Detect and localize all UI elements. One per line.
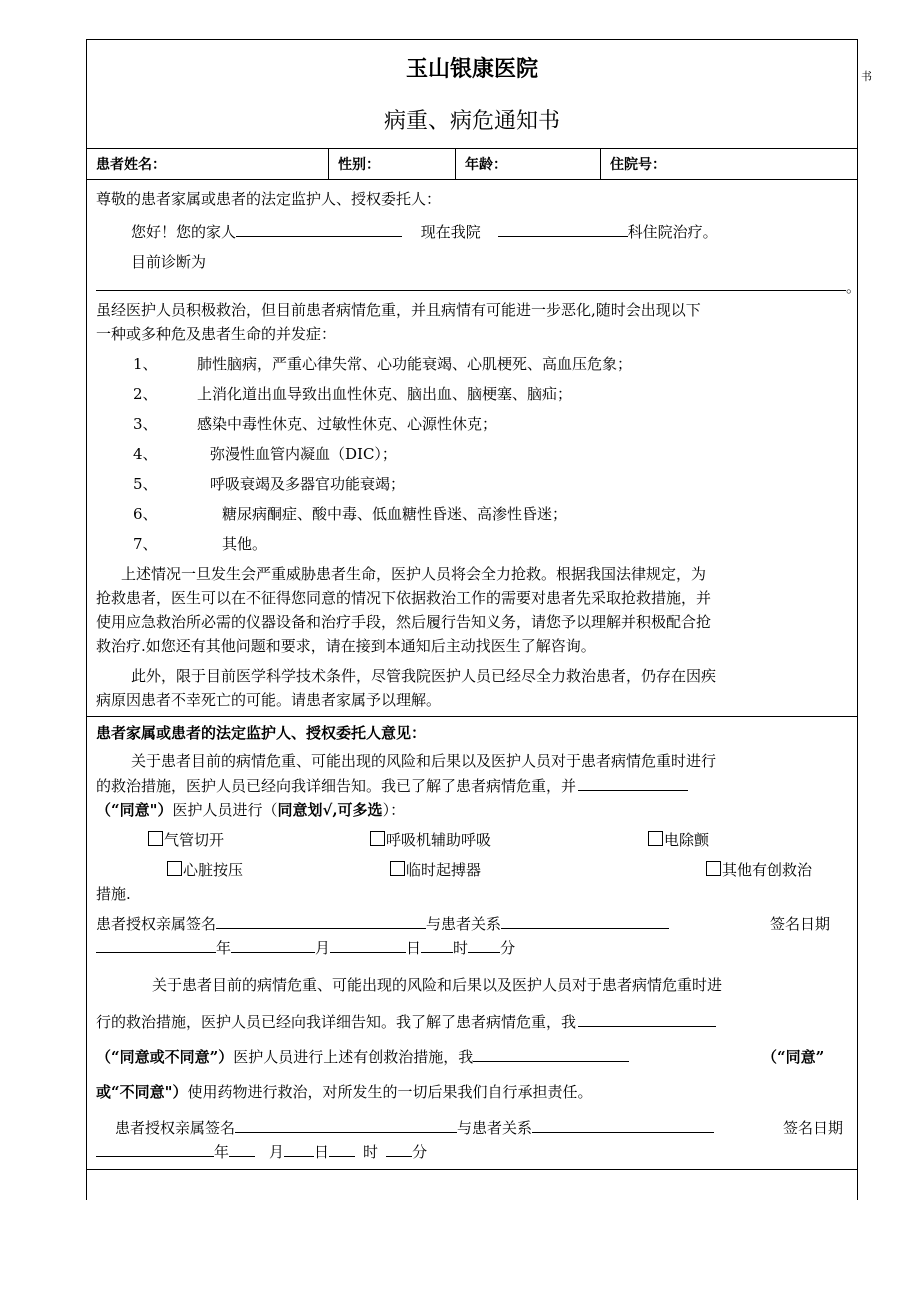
paragraph-line: 病原因患者不幸死亡的可能。请患者家属予以理解。 [96,691,442,709]
option-ventilator[interactable] [370,829,491,850]
divider [328,149,329,180]
checkbox[interactable] [167,861,182,876]
divider [86,148,858,149]
year-field[interactable] [96,938,216,953]
year-label: 年 [214,1143,230,1161]
complication-item: 弥漫性血管内凝血（DIC）； [210,445,397,463]
day-label: 日 [314,1143,330,1161]
opinion-line [96,1011,716,1032]
relation-field[interactable] [532,1118,714,1133]
day-field[interactable] [284,1142,314,1157]
options-tail: 措施. [96,885,131,903]
greeting-text-c: 科住院治疗。 [627,223,718,241]
signature-field[interactable] [235,1118,457,1133]
consent-field[interactable] [578,1012,716,1027]
option-label: 临时起搏器 [406,861,482,879]
date-line [96,937,515,958]
option-defibrillation[interactable] [648,829,709,850]
paragraph-line: 使用应急救治所必需的仪器设备和治疗手段，然后履行告知义务，请您予以理解并积极配合抢 [96,613,712,631]
complication-item: 呼吸衰竭及多器官功能衰竭； [210,475,406,493]
checkbox[interactable] [148,831,163,846]
patient-name-label: 患者姓名： [96,157,166,173]
complication-item: 上消化道出血导致出血性休克、脑出血、脑梗塞、脑疝； [197,385,573,403]
paragraph-line: 上述情况一旦发生会严重威胁患者生命，医护人员将会全力抢救。根据我国法律规定，为 [121,565,707,583]
option-tracheotomy[interactable] [148,829,224,850]
option-cardiac-compression[interactable] [167,859,243,880]
consent-hint: （“同意” [762,1048,825,1066]
paragraph-line: 此外，限于目前医学科学技术条件，尽管我院医护人员已经尽全力救治患者，仍存在因疾 [131,667,717,685]
drug-consent-field[interactable] [473,1047,629,1062]
divider [455,149,456,180]
checkbox[interactable] [390,861,405,876]
item-number: 6、 [133,505,158,523]
consent-hint: 或“不同意"） [96,1083,188,1101]
hour-label: 时 [363,1143,379,1161]
opinion-text: ）： [382,801,406,819]
month-label: 月 [315,939,331,957]
day-field[interactable] [330,938,406,953]
hour-field[interactable] [421,938,453,953]
item-number: 3、 [133,415,158,433]
complication-item: 肺性脑病，严重心律失常、心功能衰竭、心肌梗死、高血压危象； [197,355,633,373]
inpatient-number-label: 住院号： [610,157,666,173]
opinion-line: 关于患者目前的病情危重、可能出现的风险和后果以及医护人员对于患者病情危重时进 [152,976,723,994]
item-number: 1、 [133,355,158,373]
relation-field[interactable] [501,914,669,929]
diagnosis-label: 目前诊断为 [131,253,207,271]
opinion-line [96,775,688,796]
divider [86,1169,858,1170]
intro-line-2: 一种或多种危及患者生命的并发症： [96,325,337,343]
greeting-line [131,221,718,242]
signature-label: 患者授权亲属签名 [96,915,217,933]
item-number: 4、 [133,445,158,463]
option-label: 气管切开 [164,831,225,849]
opinion-text: 使用药物进行救治，对所发生的一切后果我们自行承担责任。 [187,1083,593,1101]
opinion-line [96,799,405,820]
hour-label: 时 [453,939,469,957]
checkbox[interactable] [370,831,385,846]
item-number: 2、 [133,385,158,403]
intro-line-1: 虽经医护人员积极救治，但目前患者病情危重，并且病情有可能进一步恶化,随时会出现以下 [96,301,701,319]
signature-line [115,1117,714,1138]
minute-label: 分 [500,939,516,957]
option-pacemaker[interactable] [390,859,481,880]
salutation: 尊敬的患者家属或患者的法定监护人、授权委托人： [96,190,442,208]
minute-field[interactable] [468,938,500,953]
document-title: 病重、病危通知书 [383,109,560,134]
hospital-name: 玉山银康医院 [405,56,538,82]
day-label: 日 [406,939,422,957]
family-member-field[interactable] [236,222,402,237]
date-line [96,1141,427,1162]
opinion-heading: 患者家属或患者的法定监护人、授权委托人意见： [96,724,427,742]
opinion-line [96,1081,592,1102]
paragraph-line: 救治疗.如您还有其他问题和要求，请在接到本通知后主动找医生了解咨询。 [96,637,596,655]
year-field[interactable] [96,1142,214,1157]
checkbox[interactable] [648,831,663,846]
divider [86,179,858,180]
date-label: 签名日期 [770,915,831,933]
diagnosis-field[interactable] [96,290,846,292]
relation-label: 与患者关系 [426,915,502,933]
diagnosis-period: 。 [846,278,862,296]
consent-field[interactable] [578,776,688,791]
divider [600,149,601,180]
signature-label: 患者授权亲属签名 [115,1119,236,1137]
option-label: 电除颤 [664,831,710,849]
opinion-text: 行的救治措施，医护人员已经向我详细告知。我了解了患者病情危重，我 [96,1013,577,1031]
corner-fragment: 书 [861,70,872,83]
complication-item: 感染中毒性休克、过敏性休克、心源性休克； [197,415,498,433]
signature-field[interactable] [216,914,426,929]
option-label: 呼吸机辅助呼吸 [386,831,492,849]
option-label: 其他有创救治 [722,861,813,879]
consent-hint: （“同意或不同意”） [96,1048,234,1066]
date-label: 签名日期 [783,1119,844,1137]
greeting-text-b: 现在我院 [420,223,481,241]
complication-item: 糖尿病酮症、酸中毒、低血糖性昏迷、高渗性昏迷； [222,505,568,523]
item-number: 7、 [133,535,158,553]
greeting-text-a: 您好！您的家人 [131,223,237,241]
consent-hint: （“同意"） [96,801,173,819]
opinion-line [96,1046,629,1067]
option-label: 心脏按压 [183,861,244,879]
month-field[interactable] [231,938,315,953]
month-label: 月 [269,1143,285,1161]
paragraph-line: 抢救患者，医生可以在不征得您同意的情况下依据救治工作的需要对患者先采取抢救措施，并 [96,589,712,607]
opinion-text: 医护人员进行上述有创救治措施，我 [233,1048,474,1066]
relation-label: 与患者关系 [457,1119,533,1137]
check-instruction: 同意划√,可多选 [277,801,383,819]
department-field[interactable] [498,222,628,237]
signature-line [96,913,669,934]
item-number: 5、 [133,475,158,493]
minute-label: 分 [412,1143,428,1161]
opinion-text: 的救治措施，医护人员已经向我详细告知。我已了解了患者病情危重，并 [96,777,577,795]
minute-field[interactable] [386,1142,412,1157]
opinion-line: 关于患者目前的病情危重、可能出现的风险和后果以及医护人员对于患者病情危重时进行 [131,752,717,770]
complication-item: 其他。 [222,535,268,553]
option-other[interactable] [706,859,812,880]
opinion-text: 医护人员进行（ [172,801,278,819]
month-field[interactable] [229,1142,255,1157]
sex-label: 性别： [338,157,380,173]
checkbox[interactable] [706,861,721,876]
hour-field[interactable] [329,1142,355,1157]
year-label: 年 [216,939,232,957]
divider [86,716,858,717]
age-label: 年龄： [465,157,507,173]
